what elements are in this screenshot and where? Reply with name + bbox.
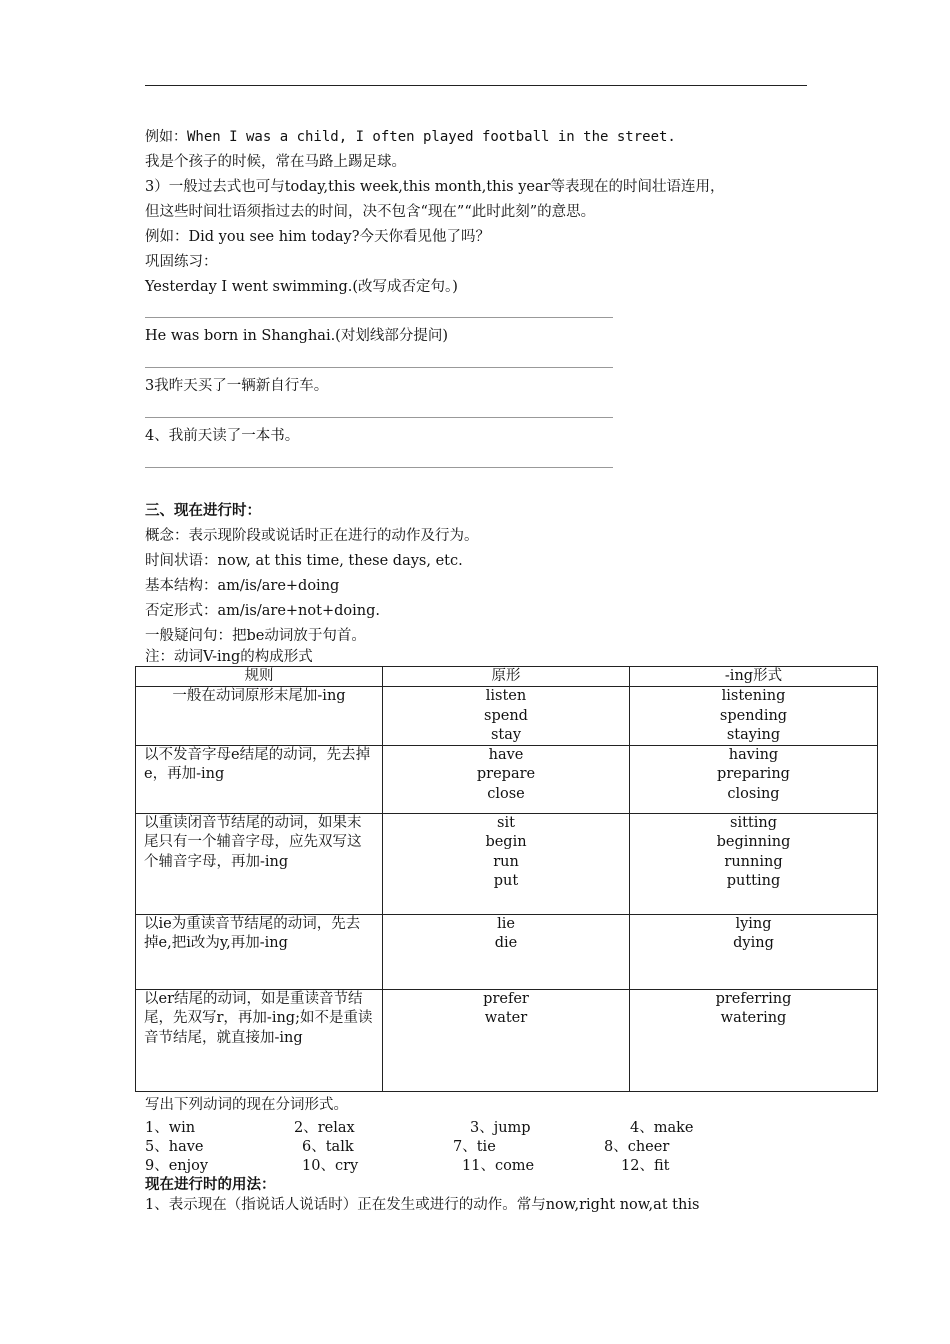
rule-cell: 以ie为重读音节结尾的动词，先去掉e,把i改为y,再加-ing — [136, 915, 383, 990]
ing-word: beginning — [716, 834, 791, 851]
exercise-1: Yesterday I went swimming.(改写成否定句。) — [145, 279, 458, 295]
practice-item: 11、come — [462, 1158, 535, 1174]
base-cell — [383, 915, 630, 990]
practice-heading: 巩固练习： — [145, 254, 218, 270]
ing-cell — [630, 990, 878, 1092]
table-row — [136, 990, 878, 1092]
rule-cell: 以er结尾的动词，如是重读音节结尾，先双写r，再加-ing;如不是重读音节结尾，就直接加-ing — [136, 990, 383, 1092]
usage-line: 1、表示现在（指说话人说话时）正在发生或进行的动作。常与now,right now,at this — [145, 1197, 700, 1213]
practice-item: 4、make — [630, 1120, 694, 1136]
ing-word: closing — [727, 785, 780, 802]
question-form-line: 一般疑问句：把be动词放于句首。 — [145, 628, 366, 644]
base-word: close — [487, 785, 525, 802]
practice-item: 12、fit — [621, 1158, 670, 1174]
practice-title: 写出下列动词的现在分词形式。 — [145, 1097, 348, 1113]
exercise-4: 4、我前天读了一本书。 — [145, 428, 300, 444]
rule-cell: 一般在动词原形末尾加-ing — [136, 687, 383, 746]
exercise-2: He was born in Shanghai.(对划线部分提问) — [145, 328, 448, 344]
ing-word: preparing — [717, 766, 790, 783]
ing-word: having — [728, 747, 779, 764]
base-cell — [383, 687, 630, 746]
practice-item: 2、relax — [294, 1120, 355, 1136]
answer-line-1[interactable] — [145, 317, 613, 318]
negative-form-line: 否定形式：am/is/are+not+doing. — [145, 603, 380, 619]
practice-item: 10、cry — [302, 1158, 359, 1174]
rule-3-line-2: 但这些时间壮语须指过去的时间，决不包含“现在”“此时此刻”的意思。 — [145, 204, 596, 220]
base-word: die — [494, 935, 518, 952]
ing-form-table — [135, 666, 878, 1092]
practice-item: 8、cheer — [604, 1139, 670, 1155]
base-word: have — [488, 747, 524, 764]
header-base: 原形 — [383, 667, 630, 687]
practice-item: 9、enjoy — [145, 1158, 209, 1174]
answer-line-2[interactable] — [145, 367, 613, 368]
example-translation: 我是个孩子的时候，常在马路上踢足球。 — [145, 154, 406, 170]
base-word: lie — [497, 916, 515, 933]
ing-word: running — [724, 853, 783, 870]
table-row — [136, 814, 878, 915]
base-word: stay — [490, 726, 522, 743]
practice-item: 6、talk — [302, 1139, 354, 1155]
concept-line: 概念：表示现阶段或说话时正在进行的动作及行为。 — [145, 528, 479, 544]
base-word: water — [484, 1010, 528, 1027]
ing-word: staying — [726, 726, 781, 743]
base-word: run — [493, 853, 519, 870]
base-word: spend — [484, 707, 528, 724]
ing-word: dying — [733, 935, 774, 952]
table-header-row — [136, 667, 878, 687]
ing-cell — [630, 814, 878, 915]
base-word: prepare — [476, 766, 536, 783]
usage-title: 现在进行时的用法： — [145, 1176, 276, 1193]
base-word: listen — [485, 688, 527, 705]
base-cell — [383, 814, 630, 915]
header-ing: -ing形式 — [630, 667, 878, 687]
ing-cell — [630, 915, 878, 990]
ing-cell — [630, 687, 878, 746]
ing-cell — [630, 746, 878, 814]
base-word: sit — [497, 815, 515, 832]
table-row — [136, 915, 878, 990]
practice-item: 3、jump — [470, 1120, 531, 1136]
base-word: begin — [485, 834, 527, 851]
base-cell — [383, 746, 630, 814]
ing-word: spending — [719, 707, 788, 724]
example-line-2: 例如：Did you see him today?今天你看见他了吗？ — [145, 229, 491, 245]
ing-word: listening — [721, 688, 786, 705]
practice-item: 7、tie — [453, 1139, 496, 1155]
rule-cell: 以不发音字母e结尾的动词，先去掉e，再加-ing — [136, 746, 383, 814]
base-word: prefer — [483, 991, 529, 1008]
rule-3-line-1: 3）一般过去式也可与today,this week,this month,this year等表现在的时间壮语连用， — [145, 179, 725, 195]
base-cell — [383, 990, 630, 1092]
answer-line-4[interactable] — [145, 467, 613, 468]
structure-line: 基本结构：am/is/are+doing — [145, 578, 340, 594]
table-row — [136, 687, 878, 746]
ing-word: putting — [726, 873, 781, 890]
ing-word: lying — [735, 916, 772, 933]
ing-word: preferring — [715, 991, 792, 1008]
practice-item: 5、have — [145, 1139, 204, 1155]
table-row — [136, 746, 878, 814]
header-rule: 规则 — [136, 667, 383, 687]
practice-item: 1、win — [145, 1120, 196, 1136]
ing-word: sitting — [730, 815, 777, 832]
rule-cell: 以重读闭音节结尾的动词，如果末尾只有一个辅音字母，应先双写这个辅音字母，再加-ing — [136, 814, 383, 915]
time-adverbials-line: 时间状语：now, at this time, these days, etc. — [145, 553, 463, 569]
exercise-3: 3我昨天买了一辆新自行车。 — [145, 378, 329, 394]
base-word: put — [493, 873, 519, 890]
section-title: 三、现在进行时： — [145, 502, 261, 519]
header-rule — [145, 85, 807, 86]
example-line: 例如：When I was a child, I often played football in the street. — [145, 129, 676, 145]
answer-line-3[interactable] — [145, 417, 613, 418]
table-note: 注：动词V-ing的构成形式 — [145, 649, 313, 665]
ing-word: watering — [720, 1010, 787, 1027]
